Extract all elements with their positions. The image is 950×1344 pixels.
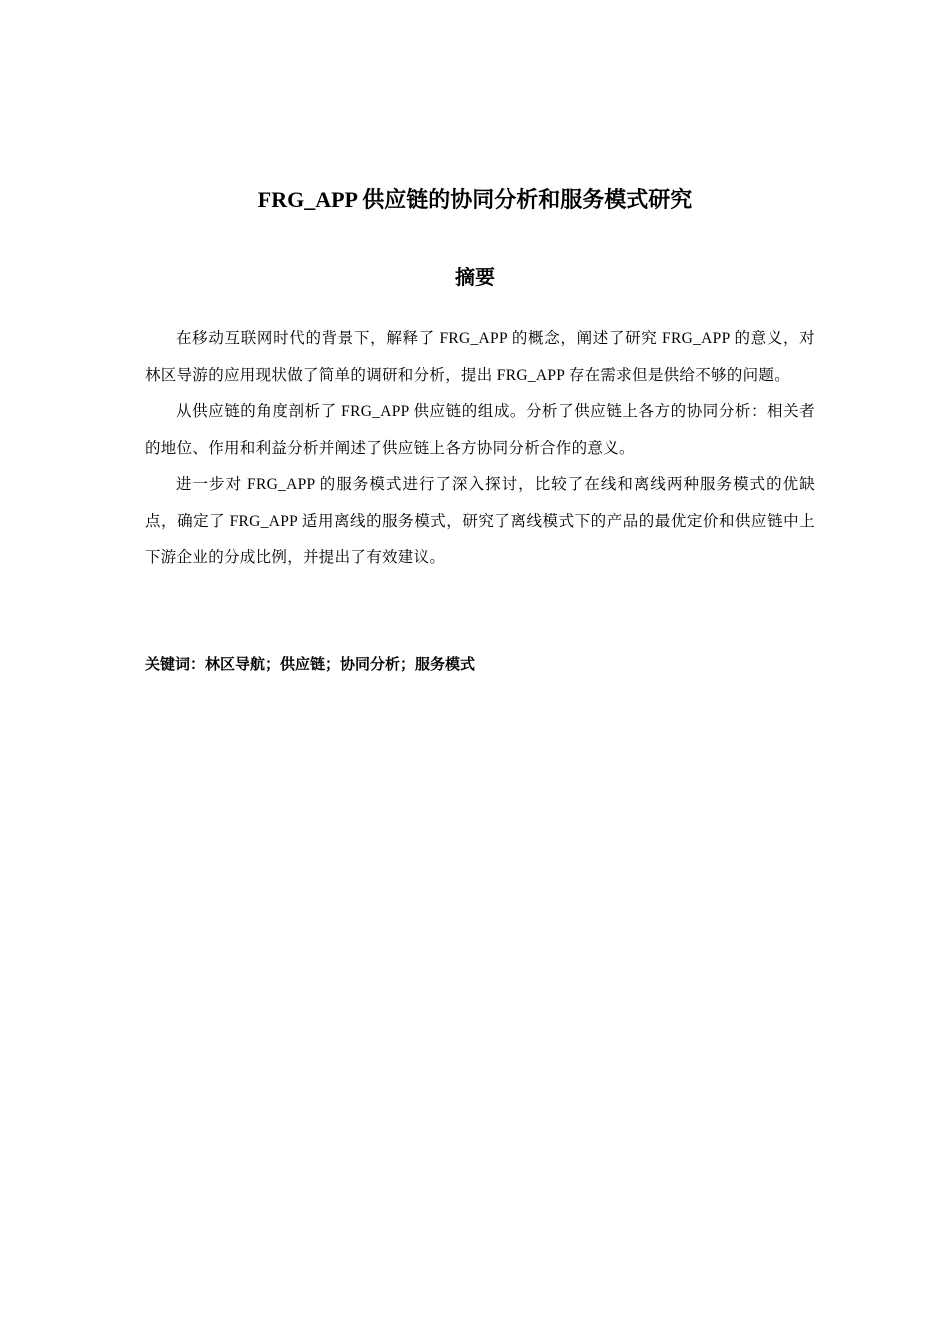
keywords-line: 关键词：林区导航；供应链；协同分析；服务模式 [145,655,476,673]
abstract-heading: 摘要 [455,265,495,289]
abstract-paragraph: 在移动互联网时代的背景下，解释了 FRG_APP 的概念，阐述了研究 FRG_APP 的意义，对林区导游的应用现状做了简单的调研和分析，提出 FRG_APP 存在需求但是供给不够的问题。 [145,330,815,384]
abstract-paragraph: 进一步对 FRG_APP 的服务模式进行了深入探讨，比较了在线和离线两种服务模式的优缺点，确定了 FRG_APP 适用离线的服务模式，研究了离线模式下的产品的最优定价和供应链中上下游企业的分成比例，并提出了有效建议。 [145,476,815,566]
document-title: FRG_APP 供应链的协同分析和服务模式研究 [257,187,693,212]
abstract-paragraph: 从供应链的角度剖析了 FRG_APP 供应链的组成。分析了供应链上各方的协同分析：相关者的地位、作用和利益分析并阐述了供应链上各方协同分析合作的意义。 [145,403,815,457]
abstract-body [145,321,815,577]
